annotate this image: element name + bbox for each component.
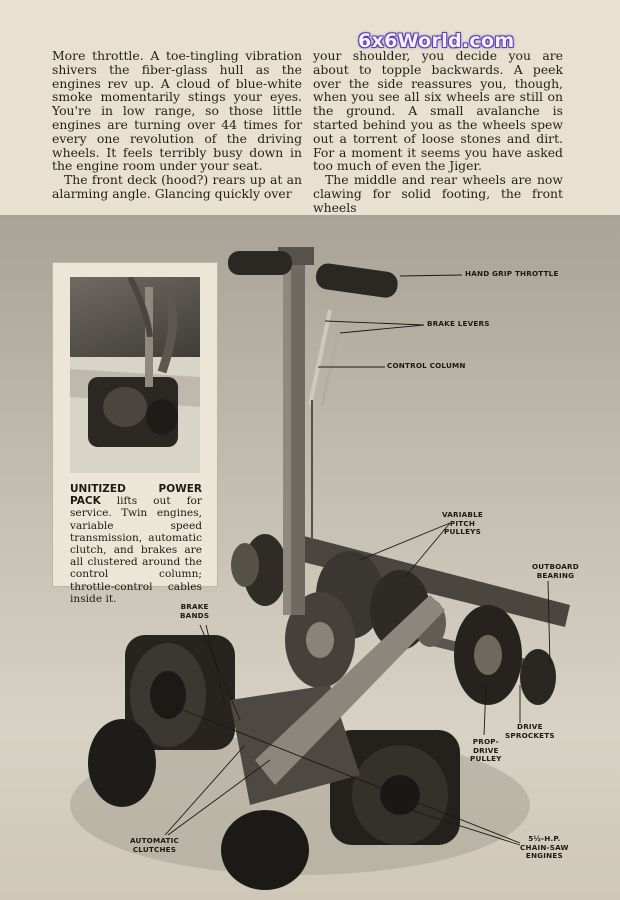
inset-photo xyxy=(70,277,200,473)
callout-chain-saw-engines: 5½-H.P. CHAIN-SAW ENGINES xyxy=(520,834,569,861)
article-paragraph: The front deck (hood?) rears up at an alarming angle. Glancing quickly over xyxy=(52,172,302,201)
callout-drive-sprockets: DRIVE SPROCKETS xyxy=(505,722,555,740)
inset-heading: UNITIZED POWER PACK xyxy=(70,483,202,508)
callout-brake-bands: BRAKE BANDS xyxy=(180,602,210,620)
article-paragraph: The middle and rear wheels are now clawing for solid footing, the front wheels xyxy=(313,172,563,215)
callout-variable-pitch-pulleys: VARIABLE PITCH PULLEYS xyxy=(442,510,483,537)
callout-hand-grip-throttle: HAND GRIP THROTTLE xyxy=(465,269,559,278)
inset-box xyxy=(52,262,218,605)
inset-caption xyxy=(70,483,202,605)
article-paragraph: your shoulder, you decide you are about to topple backwards. A peek over the side reassures you, though, when you see all six wheels are still on the ground. A small avalanche is started behind you as the wheels spew out a torrent of loose stones and dirt. For a moment it seems you have asked too much of even the Jiger. xyxy=(313,48,563,174)
inset-body: lifts out for service. Twin engines, variable speed transmission, automatic clutch, and brakes are all clustered around the control column; throttle-control cables inside it. xyxy=(70,495,202,605)
article-left-column xyxy=(52,49,302,201)
article-paragraph: More throttle. A toe-tingling vibration shivers the fiber-glass hull as the engines rev up. A cloud of blue-white smoke momentarily stings your eyes. You're in low range, so those little engines are turning over 44 times for every one revolution of the driving wheels. It feels terribly busy down in the engine room under your seat. xyxy=(52,48,302,174)
callout-brake-levers: BRAKE LEVERS xyxy=(427,319,490,328)
callout-outboard-bearing: OUTBOARD BEARING xyxy=(532,562,579,580)
article-right-column xyxy=(313,49,563,215)
callout-automatic-clutches: AUTOMATIC CLUTCHES xyxy=(130,836,179,854)
inset-engine-illustration xyxy=(70,277,200,473)
callout-control-column: CONTROL COLUMN xyxy=(387,361,466,370)
site-watermark: 6x6World.com xyxy=(358,30,515,52)
callout-prop-drive-pulley: PROP- DRIVE PULLEY xyxy=(470,737,502,764)
